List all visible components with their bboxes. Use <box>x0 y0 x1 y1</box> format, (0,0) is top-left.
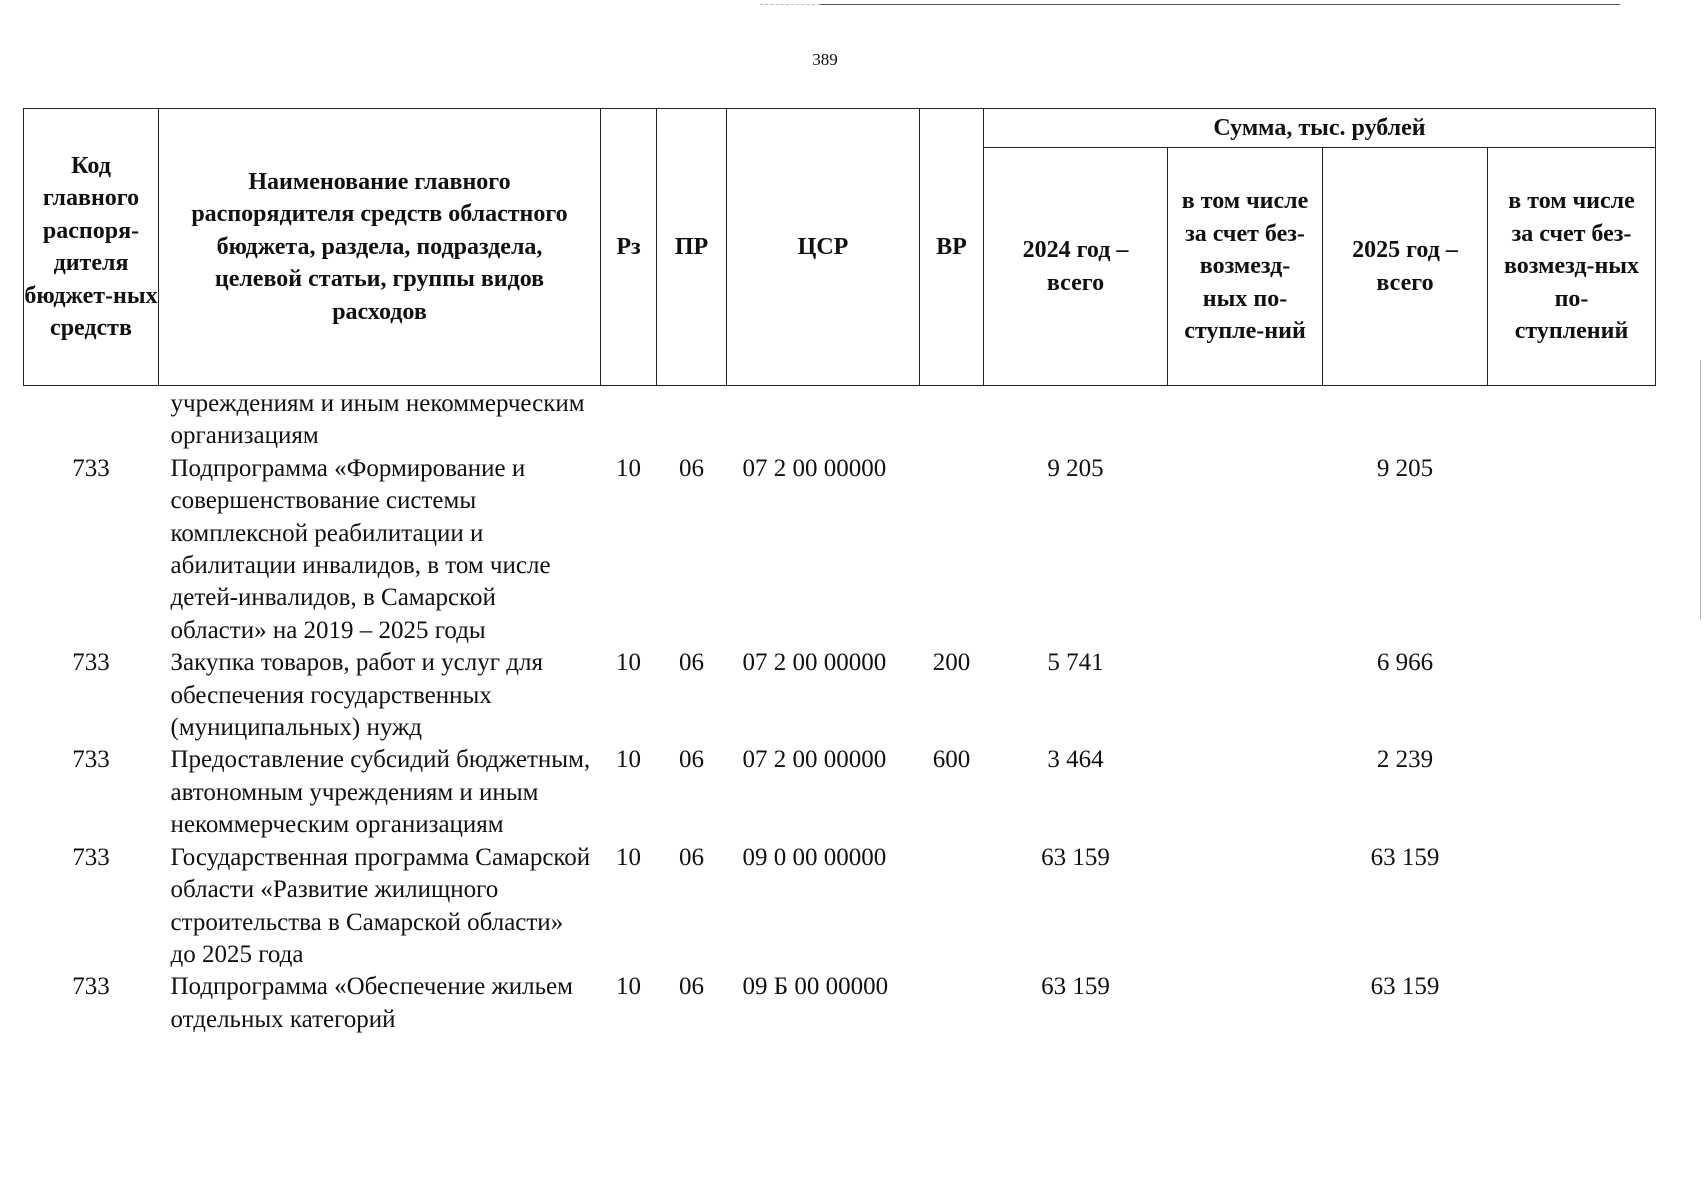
table-body <box>24 386 1656 1037</box>
cell-2025-free <box>1488 744 1656 841</box>
cell-2025-total: 6 966 <box>1376 649 1434 677</box>
cell-2025-free <box>1488 386 1656 453</box>
cell-rz: 10 <box>616 843 641 871</box>
cell-csr <box>727 386 920 453</box>
cell-pr: 06 <box>679 746 704 774</box>
page-number: 389 <box>812 50 838 69</box>
cell-2024-free <box>1168 971 1323 1036</box>
cell-code: 733 <box>72 746 110 774</box>
cell-2024-total <box>984 386 1168 453</box>
top-rule-faint <box>760 4 820 5</box>
cell-2025-total: 63 159 <box>1370 843 1440 871</box>
table-header <box>24 109 1656 386</box>
cell-name: Закупка товаров, работ и услуг для обеспечения государственных (муниципальных) нужд <box>170 649 543 742</box>
cell-name: Государственная программа Самарской области «Развитие жилищного строительства в Самарской области» до 2025 года <box>170 843 591 968</box>
table-row <box>24 842 1656 972</box>
cell-rz <box>601 386 657 453</box>
header-2025-free: в том числе за счет без-возмезд-ных по-ступлений <box>1488 148 1656 386</box>
cell-2024-total: 9 205 <box>1047 454 1104 482</box>
cell-pr: 06 <box>679 649 704 677</box>
cell-pr <box>657 386 727 453</box>
cell-2025-total <box>1323 386 1488 453</box>
header-csr: ЦСР <box>727 109 920 386</box>
cell-2024-total: 63 159 <box>1041 973 1110 1001</box>
header-pr: ПР <box>657 109 727 386</box>
cell-2025-total: 63 159 <box>1370 973 1440 1001</box>
cell-rz: 10 <box>616 746 641 774</box>
cell-rz: 10 <box>616 649 641 677</box>
cell-name: Подпрограмма «Формирование и совершенствование системы комплексной реабилитации и абилитации инвалидов, в том числе детей-инвалидов, в Самарской области» на 2019 – 2025 годы <box>170 454 551 644</box>
table-row <box>24 971 1656 1036</box>
cell-2024-free <box>1168 453 1323 647</box>
cell-2025-total: 2 239 <box>1376 746 1434 774</box>
cell-vr <box>920 842 984 972</box>
scan-edge-line <box>1700 360 1701 620</box>
cell-2025-free <box>1488 453 1656 647</box>
cell-vr: 600 <box>932 746 971 774</box>
cell-code <box>24 386 159 453</box>
cell-csr: 07 2 00 00000 <box>742 454 887 482</box>
cell-code: 733 <box>72 973 110 1001</box>
cell-csr: 09 0 00 00000 <box>742 843 887 871</box>
cell-2024-free <box>1168 744 1323 841</box>
cell-csr: 09 Б 00 00000 <box>742 973 889 1001</box>
header-rz: Рз <box>601 109 657 386</box>
cell-pr: 06 <box>679 973 704 1001</box>
cell-2024-free <box>1168 842 1323 972</box>
cell-2024-free <box>1168 647 1323 744</box>
cell-code: 733 <box>72 843 110 871</box>
table-row <box>24 647 1656 744</box>
table-row <box>24 744 1656 841</box>
cell-name: учреждениям и иным некоммерческим организациям <box>170 390 585 450</box>
table-row <box>24 386 1656 453</box>
cell-vr <box>920 971 984 1036</box>
cell-2024-total: 63 159 <box>1041 843 1110 871</box>
header-name: Наименование главного распорядителя средств областного бюджета, раздела, подраздела, целевой статьи, группы видов расходов <box>159 109 601 386</box>
cell-pr: 06 <box>679 843 704 871</box>
cell-2024-total: 5 741 <box>1047 649 1104 677</box>
cell-vr: 200 <box>932 649 971 677</box>
cell-vr <box>920 386 984 453</box>
header-2024-total: 2024 год – всего <box>984 148 1168 386</box>
cell-vr <box>920 453 984 647</box>
cell-csr: 07 2 00 00000 <box>742 746 887 774</box>
header-2024-free: в том числе за счет без-возмезд-ных по-ступле-ний <box>1168 148 1323 386</box>
top-rule <box>820 4 1620 5</box>
header-2025-total: 2025 год – всего <box>1323 148 1488 386</box>
cell-csr: 07 2 00 00000 <box>742 649 887 677</box>
cell-rz: 10 <box>616 973 641 1001</box>
cell-name: Предоставление субсидий бюджетным, автономным учреждениям и иным некоммерческим организациям <box>170 746 591 839</box>
cell-2025-total: 9 205 <box>1376 454 1434 482</box>
header-vr: ВР <box>920 109 984 386</box>
cell-code: 733 <box>72 649 110 677</box>
header-sum-title: Сумма, тыс. рублей <box>984 109 1656 148</box>
cell-2025-free <box>1488 842 1656 972</box>
header-code: Код главного распоря-дителя бюджет-ных средств <box>24 109 159 386</box>
cell-2025-free <box>1488 971 1656 1036</box>
cell-name: Подпрограмма «Обеспечение жильем отдельных категорий <box>170 973 573 1033</box>
cell-rz: 10 <box>616 454 641 482</box>
table-row <box>24 453 1656 647</box>
cell-code: 733 <box>72 454 110 482</box>
cell-2024-total: 3 464 <box>1047 746 1104 774</box>
cell-pr: 06 <box>679 454 704 482</box>
cell-2024-free <box>1168 386 1323 453</box>
budget-table <box>23 108 1656 1036</box>
cell-2025-free <box>1488 647 1656 744</box>
